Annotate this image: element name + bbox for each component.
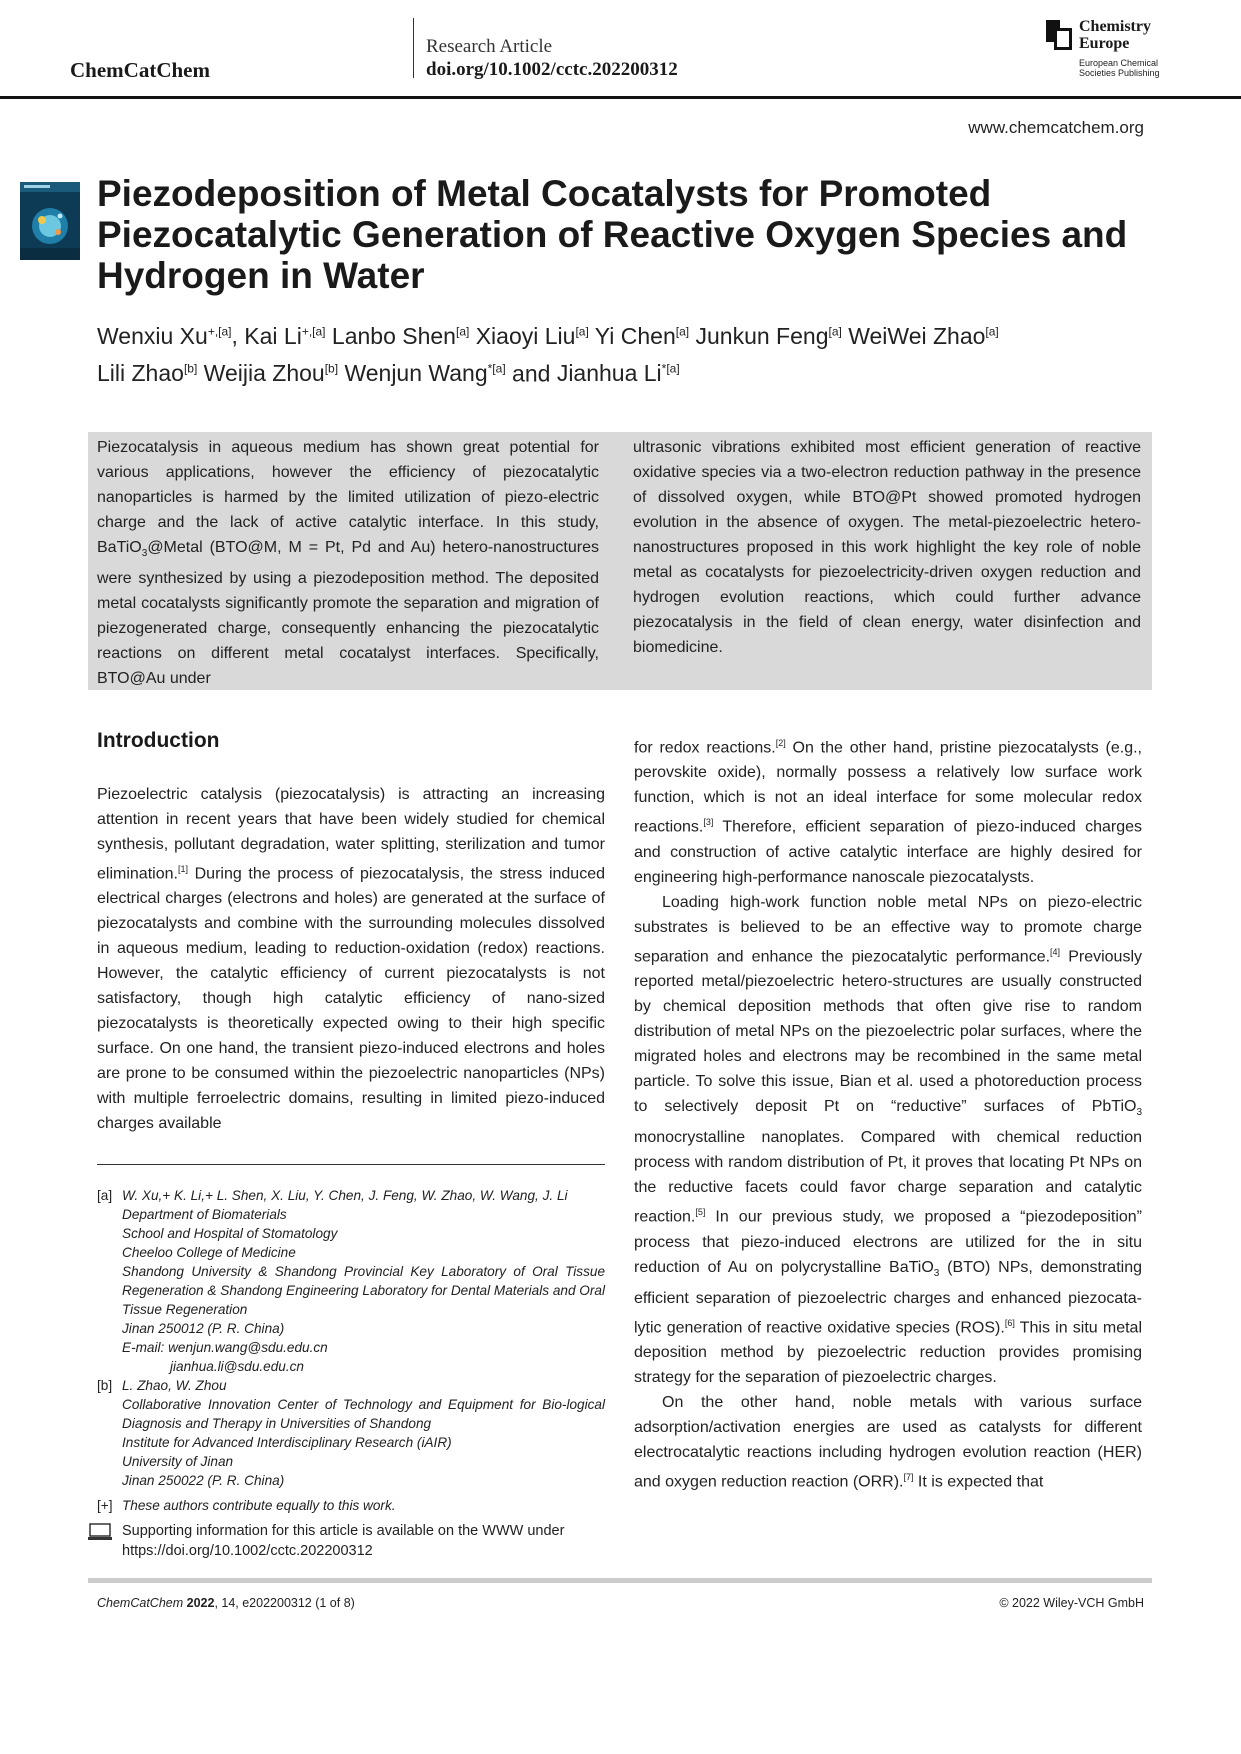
footer-copyright: © 2022 Wiley-VCH GmbH [999, 1596, 1144, 1610]
email-link[interactable]: jianhua.li@sdu.edu.cn [170, 1359, 304, 1374]
author[interactable]: WeiWei Zhao[a] [848, 322, 999, 349]
footer-citation: ChemCatChem 2022, 14, e202200312 (1 of 8) [97, 1596, 355, 1610]
citation-ref[interactable]: [2] [775, 738, 786, 748]
journal-name: ChemCatChem [70, 58, 210, 82]
introduction-heading: Introduction [97, 729, 220, 752]
author[interactable]: Wenjun Wang$^{*[a]}$ [344, 360, 506, 387]
affiliation-rule [97, 1164, 605, 1165]
supporting-info-note [97, 1521, 605, 1561]
author[interactable]: Jianhua $Li^{*[a]}$ [556, 360, 680, 387]
author[interactable]: Wenxiu $Xu^{+,[a]}$ [97, 322, 232, 349]
abstract-right-column: ultrasonic vibrations exhibited most efficient generation of reactive oxidative species via a two-electron reduction pathway in the presence of dissolved oxygen, while BTO@Pt showed promoted hydrogen evolution in the absence of oxygen. The metal-piezoelectric hetero-nanostructures proposed in this work highlight the key role of noble metal as cocatalysts for piezoelectricity-driven oxygen reduction and hydrogen evolution reactions, which could further advance piezocatalysis in the field of clean energy, water disinfection and biomedicine. [633, 439, 1141, 656]
article-type: Research Article [426, 36, 553, 57]
equal-contribution-note: [+] These authors contribute equally to this work. [97, 1498, 396, 1513]
header-divider [413, 18, 414, 78]
affiliation-b: [b] L. Zhao, W. Zhou Collaborative Innovation Center of Technology and Equipment for Bio-logical Diagnosis and Therapy in Universities of Shandong Institute for Advanced Interdisciplinary Research (iAIR) University of Jinan Jinan 250022 (P. R. China) [97, 1378, 605, 1488]
affiliations [97, 1186, 605, 1561]
email-link[interactable]: E-mail: wenjun.wang@sdu.edu.cn [122, 1340, 328, 1355]
author-list: Wenxiu $Xu^{+,[a]}$, Kai $Li^{+,[a]}$ Lanbo Shen[a] Xiaoyi Liu[a] Yi Chen[a] Junkun Feng[a] WeiWei Zhao[a] Lili Zhao[b] Weijia Zhou[b] Wenjun Wang$^{*[a]}$ and Jianhua $Li^{*[a]}$ [97, 322, 999, 387]
publisher-name-line2: Europe [1079, 35, 1130, 52]
computer-icon [88, 1523, 112, 1541]
publisher-sub-line2: Societies Publishing [1079, 68, 1160, 78]
publisher-name [1079, 18, 1151, 52]
publisher-name-line1: Chemistry [1079, 18, 1151, 35]
citation-ref[interactable]: [7] [903, 1472, 914, 1483]
paragraph: Piezoelectric catalysis (piezocatalysis) is attracting an increasing attention in recent years that have been widely studied for chemical synthesis, pollutant degradation, water splitting, sterilization and tumor elimination.[1] During the process of piezocatalysis, the stress induced electrical charges (electrons and holes) are generated at the surface of piezocatalysts and combine with the surrounding molecules dissolved in aqueous medium, leading to reduction-oxidation (redox) reactions. However, the catalytic efficiency of current piezocatalysts is not satisfactory, though high catalytic efficiency of nano-sized piezocatalysts is theoretically expected owing to their high specific surface. On one hand, the transient piezo-induced electrons and holes are prone to be consumed within the piezoelectric nanoparticles (NPs) with multiple ferroelectric domains, resulting in limited piezo-induced charges available [97, 786, 605, 1133]
footer-rule [88, 1578, 1152, 1583]
abstract-box [88, 432, 1152, 690]
citation-ref[interactable]: [1] [177, 864, 188, 874]
author[interactable]: Junkun Feng[a] [695, 322, 842, 349]
affiliation-a: [a] W. Xu,+ K. Li,+ L. Shen, X. Liu, Y. Chen, J. Feng, W. Zhao, W. Wang, J. Li Department of Biomaterials School and Hospital of Stomatology Cheeloo College of Medicine Shandong University & Shandong Provincial Key Laboratory of Oral Tissue Regeneration & Shandong Engineering Laboratory for Dental Materials and Oral Tissue Regeneration Jinan 250012 (P. R. China) E-mail: wenjun.wang@sdu.edu.cn jianhua.li@sdu.edu.cn [97, 1188, 605, 1374]
journal-cover-thumbnail[interactable] [20, 182, 80, 260]
body-left-column [97, 782, 605, 1136]
affiliation-tag: [+] [97, 1498, 113, 1513]
paragraph: for redox reactions.[2] On the other hand, pristine piezocatalysts (e.g., perovskite oxide), normally possess a relatively low surface work function, which is not an ideal interface for some molecular redox reactions.[3] Therefore, efficient separation of piezo-induced charges and construction of active catalytic interface are highly desired for engineering high-performance nanoscale piezocatalysts. [634, 738, 1142, 886]
journal-website[interactable]: www.chemcatchem.org [968, 118, 1144, 137]
author[interactable]: Kai $Li^{+,[a]}$ [244, 322, 326, 349]
citation-ref[interactable]: [3] [703, 817, 714, 828]
citation-ref[interactable]: [6] [1004, 1317, 1015, 1328]
doi-link[interactable]: doi.org/10.1002/cctc.202200312 [426, 59, 678, 80]
publisher-subtitle [1079, 58, 1160, 78]
supporting-info-link[interactable]: Supporting information for this article is available on the WWW under https://doi.org/10.1002/cctc.202200312 [122, 1523, 565, 1559]
citation-ref[interactable]: [5] [695, 1207, 706, 1218]
citation-ref[interactable]: [4] [1050, 946, 1061, 957]
author[interactable]: Lili Zhao[b] [97, 360, 198, 387]
author[interactable]: Weijia Zhou[b] [203, 360, 339, 387]
author[interactable]: Yi Chen[a] [594, 322, 690, 349]
author[interactable]: Lanbo Shen[a] [331, 322, 470, 349]
body-right-column [634, 731, 1142, 1494]
author[interactable]: Xiaoyi Liu[a] [475, 322, 589, 349]
affiliation-tag: [b] [97, 1378, 113, 1393]
chemistry-europe-logo-icon [1046, 20, 1072, 50]
article-title: Piezodeposition of Metal Cocatalysts for Promoted Piezocatalytic Generation of Reactive Oxygen Species and Hydrogen in Water [97, 173, 1128, 296]
paragraph: Loading high-work function noble metal NPs on piezo-electric substrates is believed to be an effective way to promote charge separation and enhance the piezocatalytic performance.[4] Previously reported metal/piezoelectric hetero-structures are usually constructed by chemical deposition methods that often give rise to random distribution of metal NPs on the piezoelectric polar surfaces, where the migrated holes and electrons may be recombined in the same metal particle. To solve this issue, Bian et al. used a photoreduction process to selectively deposit Pt on “reductive” surfaces of PbTiO$_3$ monocrystalline nanoplates. Compared with chemical reduction process with random distribution of Pt, it proves that locating Pt NPs on the reductive facets could favor charge separation and catalytic reaction.[5] In our previous study, we proposed a “piezodeposition” process that piezo-induced electrons are utilized for the in situ reduction of Au on polycrystalline BaTiO$_3$ (BTO) NPs, demonstrating efficient separation of piezoelectric charges and enhanced piezocata-lytic generation of reactive oxidative species (ROS).[6] This in situ metal deposition method by piezoelectric reduction provides promising strategy for the separation of piezoelectric charges. [634, 893, 1143, 1387]
affiliation-tag: [a] [97, 1188, 113, 1203]
publisher-sub-line1: European Chemical [1079, 58, 1159, 68]
paragraph: On the other hand, noble metals with various surface adsorption/activation energies are used as catalysts for different electrocatalytic reactions including hydrogen evolution reaction (HER) and oxygen reduction reaction (ORR).[7] It is expected that [634, 1394, 1142, 1491]
publisher-logo[interactable] [1046, 18, 1196, 82]
authors-and: and [512, 360, 551, 387]
abstract-left-column: Piezocatalysis in aqueous medium has shown great potential for various applications, however the efficiency of piezocatalytic nanoparticles is harmed by the limited utilization of piezo-electric charge and the lack of active catalytic interface. In this study, BaTiO$_3$@Metal (BTO@M, M = Pt, Pd and Au) hetero-nanostructures were synthesized by using a piezodeposition method. The deposited metal cocatalysts significantly promote the separation and migration of piezogenerated charge, consequently enhancing the piezocatalytic reactions on different metal cocatalyst interfaces. Specifically, BTO@Au under [97, 439, 599, 688]
header-rule [0, 96, 1241, 99]
